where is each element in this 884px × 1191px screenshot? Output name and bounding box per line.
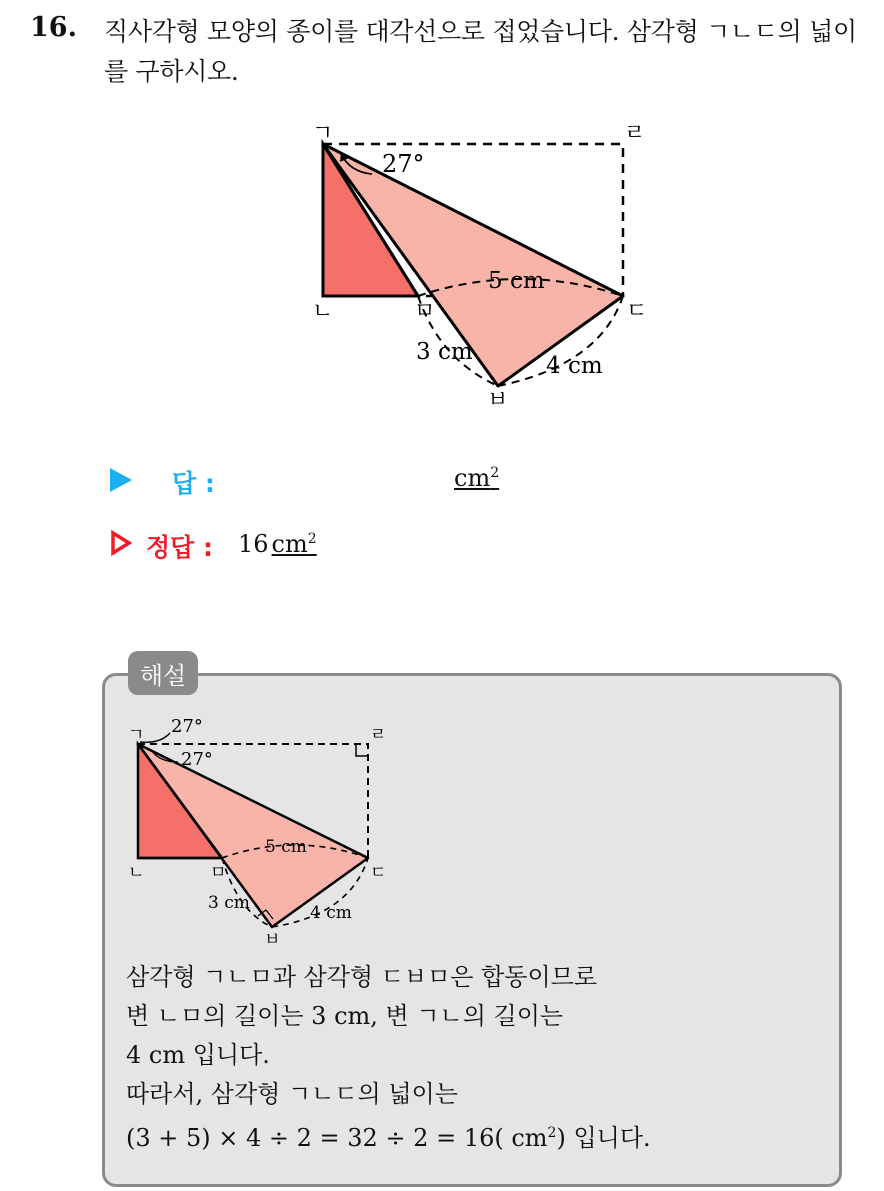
- correct-answer-row: [110, 526, 610, 566]
- formula-end: ) 입니다.: [556, 1124, 651, 1152]
- label-m: ㅁ: [414, 299, 436, 324]
- angle-label: 27°: [382, 150, 425, 178]
- exp-angle-top-label: 27°: [171, 716, 203, 737]
- label-g: ㄱ: [312, 121, 334, 146]
- exp-angle-inner-label: 27°: [181, 749, 213, 770]
- exp-label-n: ㄴ: [128, 863, 145, 883]
- exp-label-b: ㅂ: [264, 930, 281, 948]
- exp-angle-arc-top: [140, 733, 170, 742]
- exp-label-d: ㄷ: [370, 863, 387, 883]
- correct-answer-unit: [272, 530, 317, 558]
- label-d: ㄷ: [626, 299, 648, 324]
- length-5cm: 5 cm: [488, 268, 545, 294]
- question-text: 직사각형 모양의 종이를 대각선으로 접었습니다. 삼각형 ㄱㄴㄷ의 넓이를 구하시오.: [104, 17, 857, 86]
- correct-unit-text: cm: [271, 530, 308, 558]
- answer-blank-unit[interactable]: [454, 464, 499, 492]
- outline-triangle-icon: [110, 530, 132, 556]
- exp-label-g: ㄱ: [128, 725, 145, 745]
- exp-label-r: ㄹ: [370, 725, 387, 745]
- answer-unit-text: cm: [454, 464, 491, 492]
- explanation-formula: [126, 1114, 826, 1153]
- length-3cm: 3 cm: [416, 339, 473, 365]
- label-r: ㄹ: [624, 121, 646, 146]
- explanation-line: 변 ㄴㅁ의 길이는 3 cm, 변 ㄱㄴ의 길이는: [126, 1002, 564, 1030]
- question-figure: [300, 115, 660, 415]
- label-n: ㄴ: [312, 299, 334, 324]
- exp-length-4cm: 4 cm: [310, 903, 352, 923]
- formula-power: 2: [547, 1125, 557, 1141]
- formula-main: (3 + 5) × 4 ÷ 2 = 32 ÷ 2 = 16( cm: [126, 1124, 548, 1152]
- exp-length-3cm: 3 cm: [208, 893, 250, 913]
- explanation-text: [126, 958, 826, 1153]
- correct-unit-power: 2: [307, 531, 317, 547]
- explanation-figure: [120, 708, 400, 948]
- correct-answer-value: [238, 530, 317, 558]
- exp-length-5cm: 5 cm: [265, 837, 307, 857]
- answer-label: 답 :: [172, 469, 215, 498]
- play-triangle-icon: [110, 468, 132, 492]
- exp-label-m: ㅁ: [210, 863, 227, 883]
- answer-unit-power: 2: [490, 465, 500, 481]
- explanation-tab: 해설: [128, 651, 198, 695]
- exp-right-angle-mark: [356, 744, 368, 756]
- answer-row: [110, 462, 610, 502]
- correct-answer-number: 16: [238, 530, 269, 558]
- explanation-line: 4 cm 입니다.: [126, 1041, 270, 1069]
- explanation-line: 삼각형 ㄱㄴㅁ과 삼각형 ㄷㅂㅁ은 합동이므로: [126, 963, 598, 991]
- length-4cm: 4 cm: [546, 353, 603, 379]
- explanation-line: 따라서, 삼각형 ㄱㄴㄷ의 넓이는: [126, 1080, 458, 1108]
- label-b: ㅂ: [487, 388, 509, 413]
- correct-answer-label: 정답 :: [146, 533, 214, 562]
- question-number: 16.: [30, 12, 77, 43]
